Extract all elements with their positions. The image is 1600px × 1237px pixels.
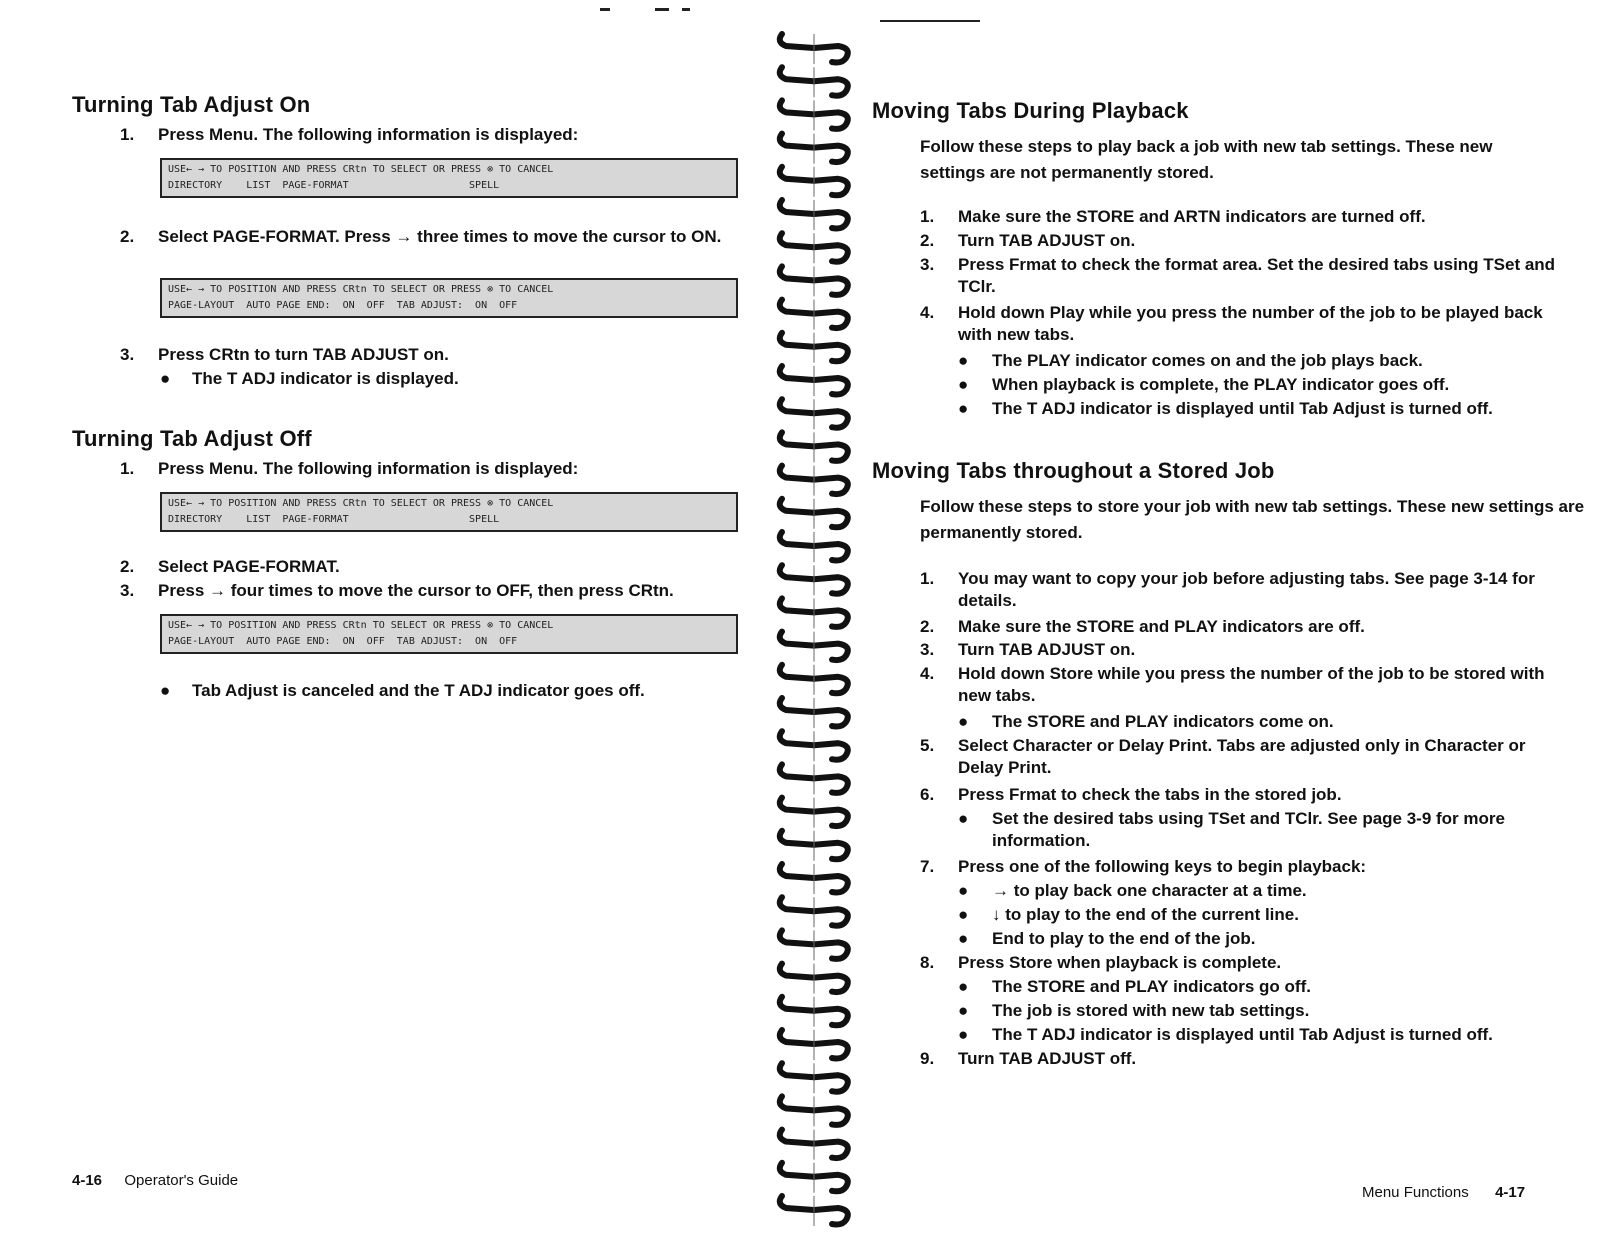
step-text: Press Menu. The following information is displayed: — [158, 459, 579, 478]
step-text: Select Character or Delay Print. Tabs are adjusted only in Character or Delay Print. — [958, 736, 1526, 777]
step — [920, 784, 1560, 806]
intro-paragraph: Follow these steps to store your job with new tab settings. These new settings are permanently stored. — [920, 497, 1585, 542]
step — [120, 580, 770, 602]
step-text: Press → four times to move the cursor to OFF, then press CRtn. — [158, 581, 674, 600]
bullet-text: The STORE and PLAY indicators come on. — [992, 712, 1334, 731]
binding-ring — [780, 532, 848, 562]
scan-mark — [682, 8, 690, 11]
display-screen — [160, 614, 738, 654]
binding-ring — [780, 233, 848, 263]
bullet-text: → to play back one character at a time. — [992, 881, 1307, 900]
scan-mark — [600, 8, 610, 11]
screen-line: PAGE-LAYOUT AUTO PAGE END: ON OFF TAB ADJUST: ON OFF — [168, 636, 518, 647]
section-title-moving-tabs-playback: Moving Tabs During Playback — [872, 98, 1189, 123]
binding-ring — [780, 1030, 848, 1060]
binding-ring — [780, 665, 848, 695]
binding-ring — [780, 1163, 848, 1193]
spiral-binding — [770, 20, 860, 1230]
section-title-tab-adjust-off: Turning Tab Adjust Off — [72, 426, 312, 451]
binding-ring — [780, 1096, 848, 1126]
binding-ring — [780, 997, 848, 1027]
step — [920, 616, 1560, 638]
step-number: 3. — [120, 345, 135, 364]
step — [920, 568, 1560, 612]
step-number: 1. — [920, 207, 935, 226]
binding-ring — [780, 964, 848, 994]
step-text: Make sure the STORE and ARTN indicators are turned off. — [958, 207, 1426, 226]
binding-ring — [780, 366, 848, 396]
step-text: Select PAGE-FORMAT. — [158, 557, 340, 576]
bullet-dot: ● — [958, 905, 969, 924]
binding-ring — [780, 300, 848, 330]
binding-ring — [780, 930, 848, 960]
bullet-item — [958, 928, 1578, 950]
step-text: You may want to copy your job before adjusting tabs. See page 3-14 for details. — [958, 569, 1535, 610]
step — [920, 663, 1560, 707]
step — [920, 206, 1560, 228]
step — [920, 856, 1560, 878]
bullet-text: ↓ to play to the end of the current line. — [992, 905, 1299, 924]
bullet-text: The STORE and PLAY indicators go off. — [992, 977, 1311, 996]
section-title-tab-adjust-on: Turning Tab Adjust On — [72, 92, 311, 117]
binding-ring — [780, 831, 848, 861]
binding-ring — [780, 266, 848, 296]
step-number: 3. — [920, 640, 935, 659]
binding-ring — [780, 399, 848, 429]
step-number: 2. — [120, 227, 135, 246]
step-text: Press CRtn to turn TAB ADJUST on. — [158, 345, 449, 364]
bullet-item — [958, 374, 1600, 396]
binding-ring — [780, 466, 848, 496]
binding-ring — [780, 333, 848, 363]
step — [120, 458, 760, 480]
binding-ring — [780, 200, 848, 230]
right-page — [870, 0, 1600, 1237]
bullet-text: End to play to the end of the job. — [992, 929, 1256, 948]
bullet-dot: ● — [958, 1001, 969, 1020]
step-number: 3. — [120, 581, 135, 600]
binding-ring — [780, 167, 848, 197]
bullet-dot: ● — [958, 712, 969, 731]
binding-ring — [780, 798, 848, 828]
step — [920, 302, 1560, 346]
bullet-text: Tab Adjust is canceled and the T ADJ indicator goes off. — [192, 681, 645, 700]
step-number: 2. — [920, 617, 935, 636]
step-number: 3. — [920, 255, 935, 274]
screen-line: DIRECTORY LIST PAGE-FORMAT SPELL — [168, 180, 500, 191]
step-text: Make sure the STORE and PLAY indicators are off. — [958, 617, 1365, 636]
step — [120, 344, 740, 366]
step — [120, 556, 740, 578]
bullet-item — [958, 711, 1578, 733]
step — [120, 226, 740, 248]
binding-ring — [780, 1196, 848, 1226]
step-number: 6. — [920, 785, 935, 804]
bullet-item — [958, 904, 1578, 926]
step-text: Hold down Play while you press the number of the job to be played back with new tabs. — [958, 303, 1543, 344]
bullet-dot: ● — [958, 881, 969, 900]
step-number: 8. — [920, 953, 935, 972]
intro-paragraph: Follow these steps to play back a job with new tab settings. These new settings are not permanently stored. — [920, 137, 1493, 182]
step — [920, 735, 1560, 779]
screen-line: USE← → TO POSITION AND PRESS CRtn TO SELECT OR PRESS ⊗ TO CANCEL — [168, 498, 554, 509]
screen-line: USE← → TO POSITION AND PRESS CRtn TO SELECT OR PRESS ⊗ TO CANCEL — [168, 164, 554, 175]
step-text: Press Menu. The following information is displayed: — [158, 125, 579, 144]
step-text: Hold down Store while you press the number of the job to be stored with new tabs. — [958, 664, 1545, 705]
binding-ring — [780, 731, 848, 761]
binding-rings — [770, 20, 860, 1230]
page-number: 4-17 — [1495, 1184, 1526, 1201]
step-number: 2. — [120, 557, 135, 576]
binding-ring — [780, 632, 848, 662]
binding-ring — [780, 134, 848, 164]
step — [920, 1048, 1560, 1070]
binding-ring — [780, 864, 848, 894]
binding-ring — [780, 897, 848, 927]
bullet-text: Set the desired tabs using TSet and TClr. See page 3-9 for more information. — [992, 809, 1505, 850]
bullet-dot: ● — [958, 1025, 969, 1044]
bullet-dot: ● — [958, 809, 969, 828]
bullet-item — [958, 398, 1600, 420]
scan-mark — [880, 20, 980, 22]
binding-ring — [780, 499, 848, 529]
binding-ring — [780, 565, 848, 595]
bullet-dot: ● — [160, 369, 171, 388]
scan-mark — [655, 8, 669, 11]
step — [120, 124, 760, 146]
step-text: Press Store when playback is complete. — [958, 953, 1282, 972]
step-number: 4. — [920, 303, 935, 322]
binding-ring — [780, 100, 848, 130]
binding-ring — [780, 764, 848, 794]
display-screen — [160, 278, 738, 318]
book-title: Operator's Guide — [124, 1172, 239, 1189]
step-text: Press Frmat to check the tabs in the stored job. — [958, 785, 1342, 804]
binding-ring — [780, 34, 848, 64]
step-text: Press Frmat to check the format area. Set the desired tabs using TSet and TClr. — [958, 255, 1556, 296]
display-screen — [160, 492, 738, 532]
bullet-dot: ● — [958, 399, 969, 418]
bullet-text: The T ADJ indicator is displayed. — [192, 369, 459, 388]
step-number: 9. — [920, 1049, 935, 1068]
bullet-text: The job is stored with new tab settings. — [992, 1001, 1310, 1020]
screen-line: PAGE-LAYOUT AUTO PAGE END: ON OFF TAB ADJUST: ON OFF — [168, 300, 518, 311]
binding-ring — [780, 698, 848, 728]
bullet-item — [958, 350, 1600, 372]
step-text: Turn TAB ADJUST on. — [958, 231, 1136, 250]
bullet-item — [958, 1000, 1578, 1022]
step-text: Turn TAB ADJUST off. — [958, 1049, 1137, 1068]
screen-line: USE← → TO POSITION AND PRESS CRtn TO SELECT OR PRESS ⊗ TO CANCEL — [168, 284, 554, 295]
bullet-item — [958, 976, 1578, 998]
step-number: 5. — [920, 736, 935, 755]
bullet-dot: ● — [160, 681, 171, 700]
step-number: 2. — [920, 231, 935, 250]
screen-line: USE← → TO POSITION AND PRESS CRtn TO SELECT OR PRESS ⊗ TO CANCEL — [168, 620, 554, 631]
screen-line: DIRECTORY LIST PAGE-FORMAT SPELL — [168, 514, 500, 525]
bullet-dot: ● — [958, 977, 969, 996]
section-name: Menu Functions — [1362, 1184, 1469, 1201]
bullet-item — [160, 368, 740, 390]
step-text: Select PAGE-FORMAT. Press → three times to move the cursor to ON. — [158, 227, 722, 246]
binding-ring — [780, 432, 848, 462]
bullet-item — [160, 680, 760, 702]
step-number: 1. — [120, 125, 135, 144]
step — [920, 230, 1560, 252]
step-text: Press one of the following keys to begin playback: — [958, 857, 1367, 876]
binding-ring — [780, 67, 848, 97]
left-page — [0, 0, 770, 1237]
bullet-dot: ● — [958, 929, 969, 948]
step-text: Turn TAB ADJUST on. — [958, 640, 1136, 659]
step-number: 4. — [920, 664, 935, 683]
page-footer — [72, 1172, 238, 1189]
bullet-item — [958, 1024, 1598, 1046]
step — [920, 639, 1560, 661]
bullet-dot: ● — [958, 375, 969, 394]
step — [920, 254, 1560, 298]
bullet-item — [958, 808, 1538, 852]
page-footer — [1362, 1184, 1525, 1201]
bullet-text: When playback is complete, the PLAY indicator goes off. — [992, 375, 1450, 394]
step-number: 1. — [920, 569, 935, 588]
binding-ring — [780, 598, 848, 628]
display-screen — [160, 158, 738, 198]
step — [920, 952, 1560, 974]
binding-ring — [780, 1130, 848, 1160]
step-number: 7. — [920, 857, 935, 876]
binding-ring — [780, 1063, 848, 1093]
bullet-text: The PLAY indicator comes on and the job plays back. — [992, 351, 1423, 370]
bullet-text: The T ADJ indicator is displayed until Tab Adjust is turned off. — [992, 399, 1493, 418]
bullet-text: The T ADJ indicator is displayed until Tab Adjust is turned off. — [992, 1025, 1493, 1044]
bullet-item — [958, 880, 1578, 902]
section-title-moving-tabs-stored-job: Moving Tabs throughout a Stored Job — [872, 458, 1275, 483]
page-number: 4-16 — [72, 1172, 103, 1189]
step-number: 1. — [120, 459, 135, 478]
bullet-dot: ● — [958, 351, 969, 370]
